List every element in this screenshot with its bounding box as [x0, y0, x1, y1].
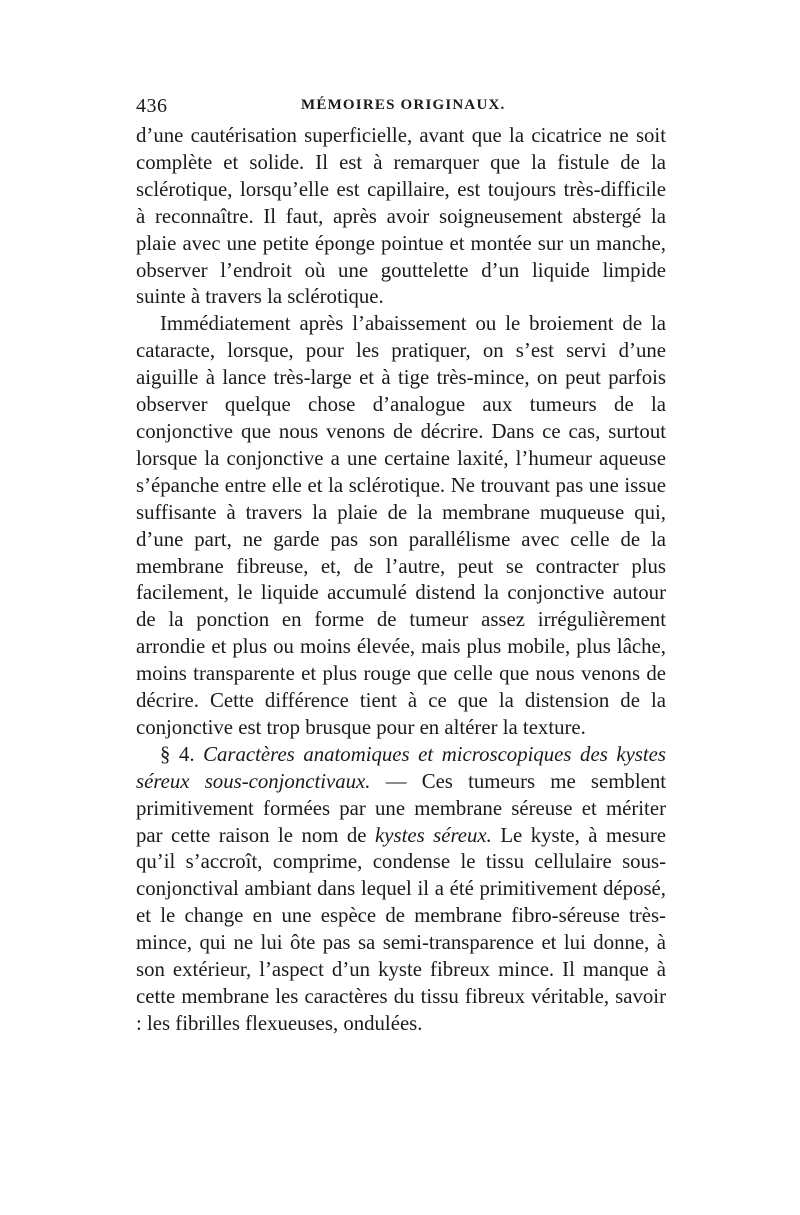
- running-title: MÉMOIRES ORIGINAUX.: [301, 97, 506, 113]
- paragraph-3-text-b: Le kyste, à mesure qu’il s’accroît, comprime, condense le tissu cellulaire sous-conjonctival ambiant dans lequel il a été primitivement déposé, et le change en une espèce de membrane fibro-séreuse très-mince, qui ne lui ôte pas sa semi-transparence et lui donne, à son extérieur, l’aspect d’un kyste fibreux mince. Il manque à cette membrane les caractères du tissu fibreux véritable, savoir : les fibrilles flexueuses, ondulées.: [136, 823, 667, 1035]
- body-text: [136, 123, 666, 1038]
- paragraph-2: Immédiatement après l’abaissement ou le broiement de la cataracte, lorsque, pour les pratiquer, on s’est servi d’une aiguille à lance très-large et à tige très-mince, on peut parfois observer quelque chose d’analogue aux tumeurs de la conjonctive que nous venons de décrire. Dans ce cas, surtout lorsque la conjonctive a une certaine laxité, l’humeur aqueuse s’épanche entre elle et la sclérotique. Ne trouvant pas une issue suffisante à travers la plaie de la membrane muqueuse qui, d’une part, ne garde pas son parallélisme avec celle de la membrane fibreuse, et, de l’autre, peut se contracter plus facilement, le liquide accumulé distend la conjonctive autour de la ponction en forme de tumeur assez irrégulièrement arrondie et plus ou moins élevée, mais plus mobile, plus lâche, moins transparente et plus rouge que celle que nous venons de décrire. Cette différence tient à ce que la distension de la conjonctive est trop brusque pour en altérer la texture.: [136, 312, 666, 739]
- paragraph-3: [136, 742, 666, 1038]
- book-page: [136, 95, 666, 1038]
- section-heading: Caractères anatomiques et microscopiques des kystes séreux sous-conjonctivaux.: [136, 742, 666, 793]
- section-number: § 4.: [160, 742, 195, 766]
- page-number: 436: [136, 95, 168, 117]
- paragraph-1: d’une cautérisation superficielle, avant que la cicatrice ne soit complète et solide. Il est à remarquer que la fistule de la sclérotique, lorsqu’elle est capillaire, est toujours très-difficile à reconnaître. Il faut, après avoir soigneusement abstergé la plaie avec une petite éponge pointue et montée sur un manche, observer l’endroit où une gouttelette d’un liquide limpide suinte à travers la sclérotique.: [136, 124, 666, 309]
- paragraph-3-text-a: — Ces tumeurs me semblent primitivement formées par une membrane séreuse et mériter par cette raison le nom de: [136, 769, 666, 847]
- term-kystes-sereux: kystes séreux.: [375, 823, 492, 847]
- running-head: [136, 95, 666, 123]
